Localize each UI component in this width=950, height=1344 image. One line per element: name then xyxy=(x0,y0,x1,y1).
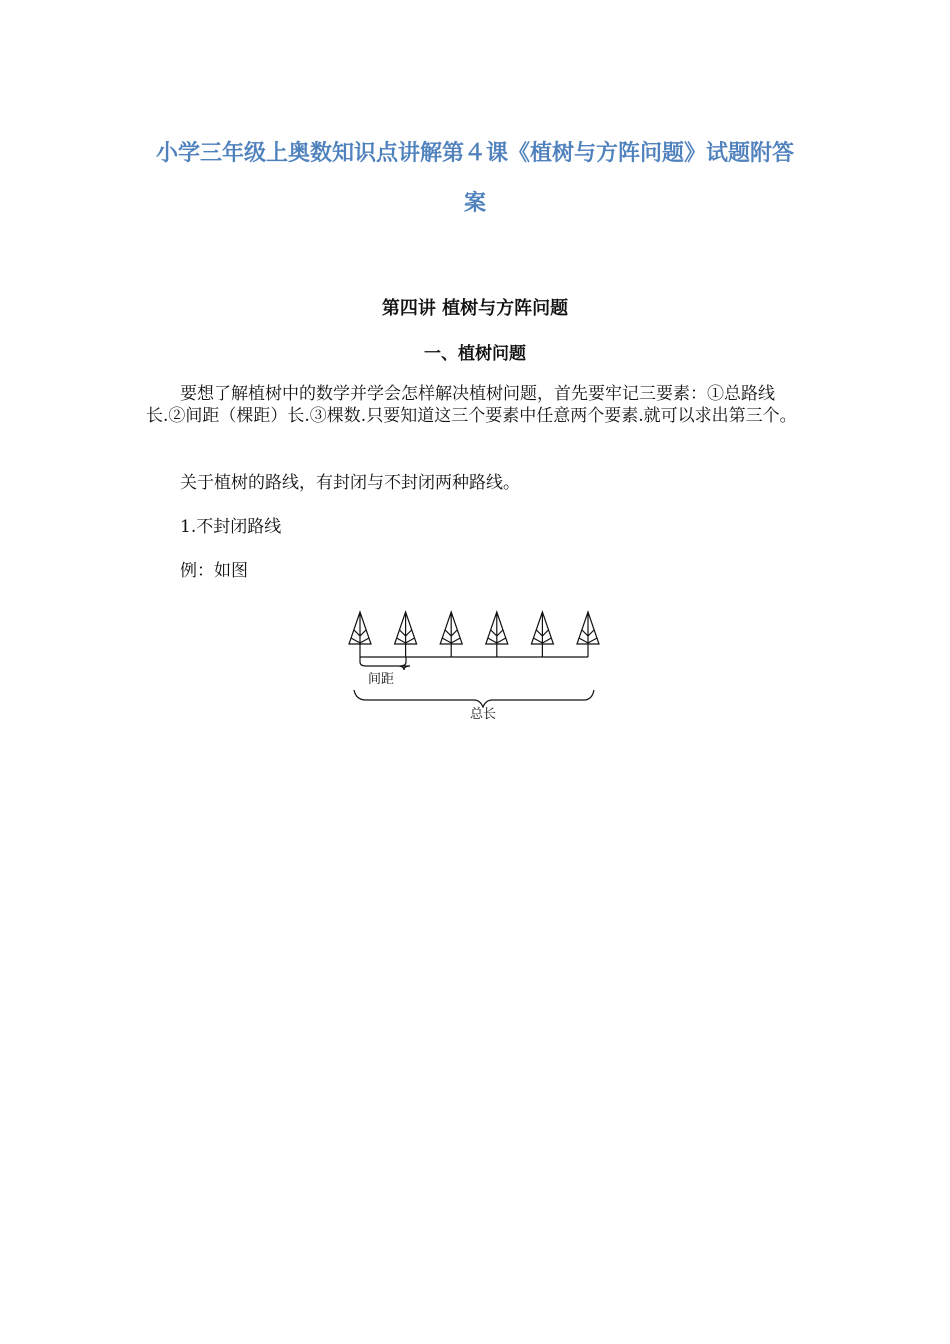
spacing-brace xyxy=(360,657,410,670)
tree-icon xyxy=(577,612,599,657)
tree-icon xyxy=(531,612,553,657)
example-label: 例：如图 xyxy=(180,561,248,581)
document-title-line-1: 小学三年级上奥数知识点讲解第４课《植树与方阵问题》试题附答 xyxy=(155,141,794,166)
routes-paragraph: 关于植树的路线，有封闭与不封闭两种路线。 xyxy=(180,473,520,493)
tree-icon xyxy=(486,612,508,657)
tree-icon xyxy=(349,612,371,657)
tree-icon xyxy=(395,612,417,657)
section-heading: 一、植树问题 xyxy=(424,344,526,364)
total-length-brace xyxy=(354,690,594,707)
tree-row xyxy=(349,612,599,657)
tree-icon xyxy=(440,612,462,657)
spacing-label: 间距 xyxy=(368,672,395,687)
intro-paragraph: 要想了解植树中的数学并学会怎样解决植树问题，首先要牢记三要素：①总路线长.②间距（棵距）长.③棵数.只要知道这三个要素中任意两个要素.就可以求出第三个。 xyxy=(146,384,797,426)
document-title-line-2: 案 xyxy=(463,191,486,216)
lesson-heading: 第四讲 植树与方阵问题 xyxy=(381,298,569,319)
open-route-heading: 1.不封闭路线 xyxy=(180,517,282,537)
total-length-label: 总长 xyxy=(470,707,497,722)
tree-planting-diagram xyxy=(340,604,610,724)
